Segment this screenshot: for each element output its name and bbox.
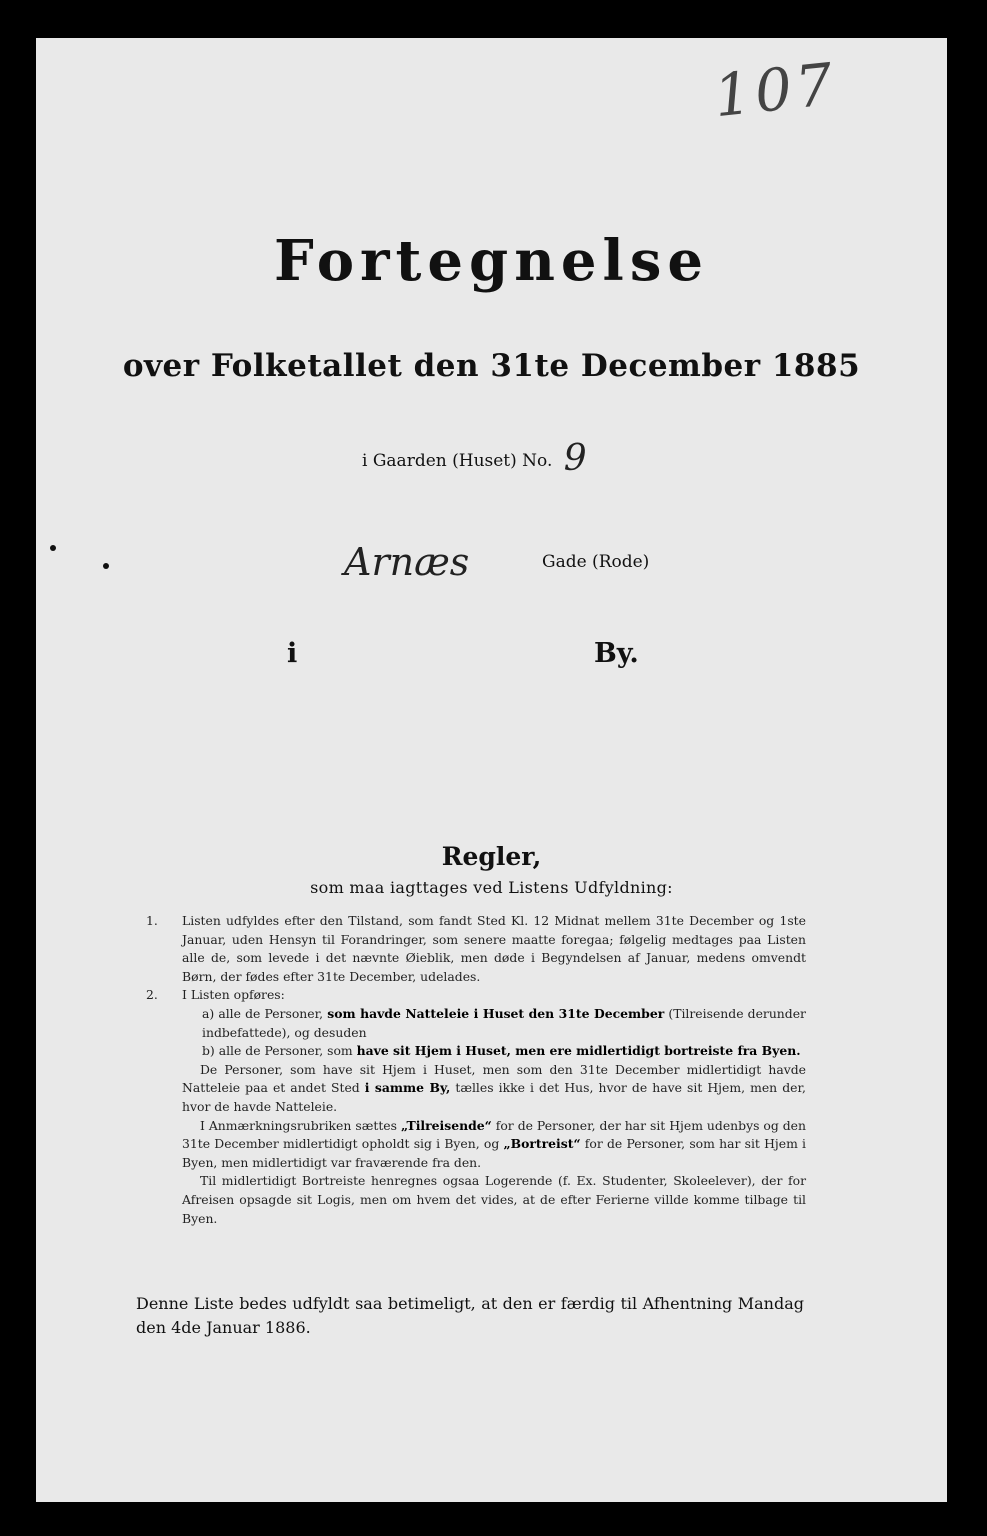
rules-list [146, 912, 806, 1228]
rules-heading: Regler, [441, 842, 542, 871]
street-label: Gade (Rode) [542, 552, 650, 572]
rule-2-intro: I Listen opføres: [182, 987, 285, 1003]
paragraph-2-pre: I Anmærkningsrubriken sættes [200, 1117, 397, 1133]
house-number-handwritten: 9 [563, 438, 587, 479]
rule-2-number: 2. [146, 987, 158, 1003]
paragraph-2-post: for de Personer, som har sit Hjem i Byen, men midlertidigt var fraværende fra den. [182, 1136, 806, 1170]
city-suffix: By. [594, 638, 639, 669]
paragraph-2-mid: for de Personer, der har sit Hjem udenbys og den 31te December midlertidigt opholdt sig i Byen, og [182, 1117, 806, 1152]
rule-2b-pre: b) alle de Personer, som [202, 1043, 353, 1059]
rule-2a-pre: a) alle de Personer, [202, 1005, 324, 1021]
handwritten-page-number: 107 [711, 49, 841, 131]
form-subtitle: over Folketallet den 31te December 1885 [122, 348, 861, 384]
pickup-notice: Denne Liste bedes udfyldt saa betimeligt, at den er færdig til Afhentning Mandag den 4de Januar 1886. [136, 1294, 804, 1337]
paragraph-2-bold-tilreisende: „Tilreisende“ [400, 1117, 492, 1133]
paragraph-1-post: tælles ikke i det Hus, hvor de have sit Hjem, men der, hvor de havde Natteleie. [182, 1080, 806, 1114]
rule-paragraph-1 [182, 1061, 806, 1117]
rule-1-number: 1. [146, 913, 158, 928]
paragraph-2-bold-bortreist: „Bortreist“ [503, 1136, 581, 1152]
rule-2a-post: (Tilreisende derunder indbefattede), og desuden [202, 1005, 806, 1040]
rule-2b-bold: have sit Hjem i Huset, men ere midlertidigt bortreiste fra Byen. [356, 1043, 801, 1059]
rule-paragraph-3: Til midlertidigt Bortreiste henregnes ogsaa Logerende (f. Ex. Studenter, Skoleelever), der for Afreisen opsagde sit Logis, men om hvem det vides, at de efter Ferierne villde komme tilbage til Byen. [182, 1173, 806, 1226]
form-title: Fortegnelse [274, 228, 709, 294]
rule-2a-bold: som havde Natteleie i Huset den 31te December [327, 1005, 665, 1021]
rule-1-text: Listen udfyldes efter den Tilstand, som fandt Sted Kl. 12 Midnat mellem 31te December og 1ste Januar, uden Hensyn til Forandringer, som senere maatte foregaa; følgelig medtages paa Listen alle de, som levede i det nævnte Øieblik, men døde i Begyndelsen af Januar, medens omvendt Børn, der fødes efter 31te December, udelades. [182, 913, 806, 984]
house-label: i Gaarden (Huset) No. [362, 451, 553, 471]
street-name-handwritten: Arnæs [344, 540, 470, 584]
rule-2a [182, 1005, 806, 1042]
paragraph-1-bold: i samme By, [364, 1080, 451, 1096]
rules-intro: som maa iagttages ved Listens Udfyldning: [310, 878, 673, 897]
census-form-page [36, 38, 947, 1502]
rule-2b [182, 1042, 806, 1061]
bullet-mark [103, 563, 109, 569]
city-prefix: i [287, 638, 298, 669]
rule-1 [146, 912, 806, 986]
paragraph-1-pre: De Personer, som have sit Hjem i Huset, men som den 31te December midlertidigt havde Natteleie paa et andet Sted [182, 1061, 806, 1096]
house-number-line [362, 438, 587, 479]
rule-2 [146, 986, 806, 1228]
rule-paragraph-2 [182, 1117, 806, 1173]
margin-dot-mark [50, 545, 56, 551]
